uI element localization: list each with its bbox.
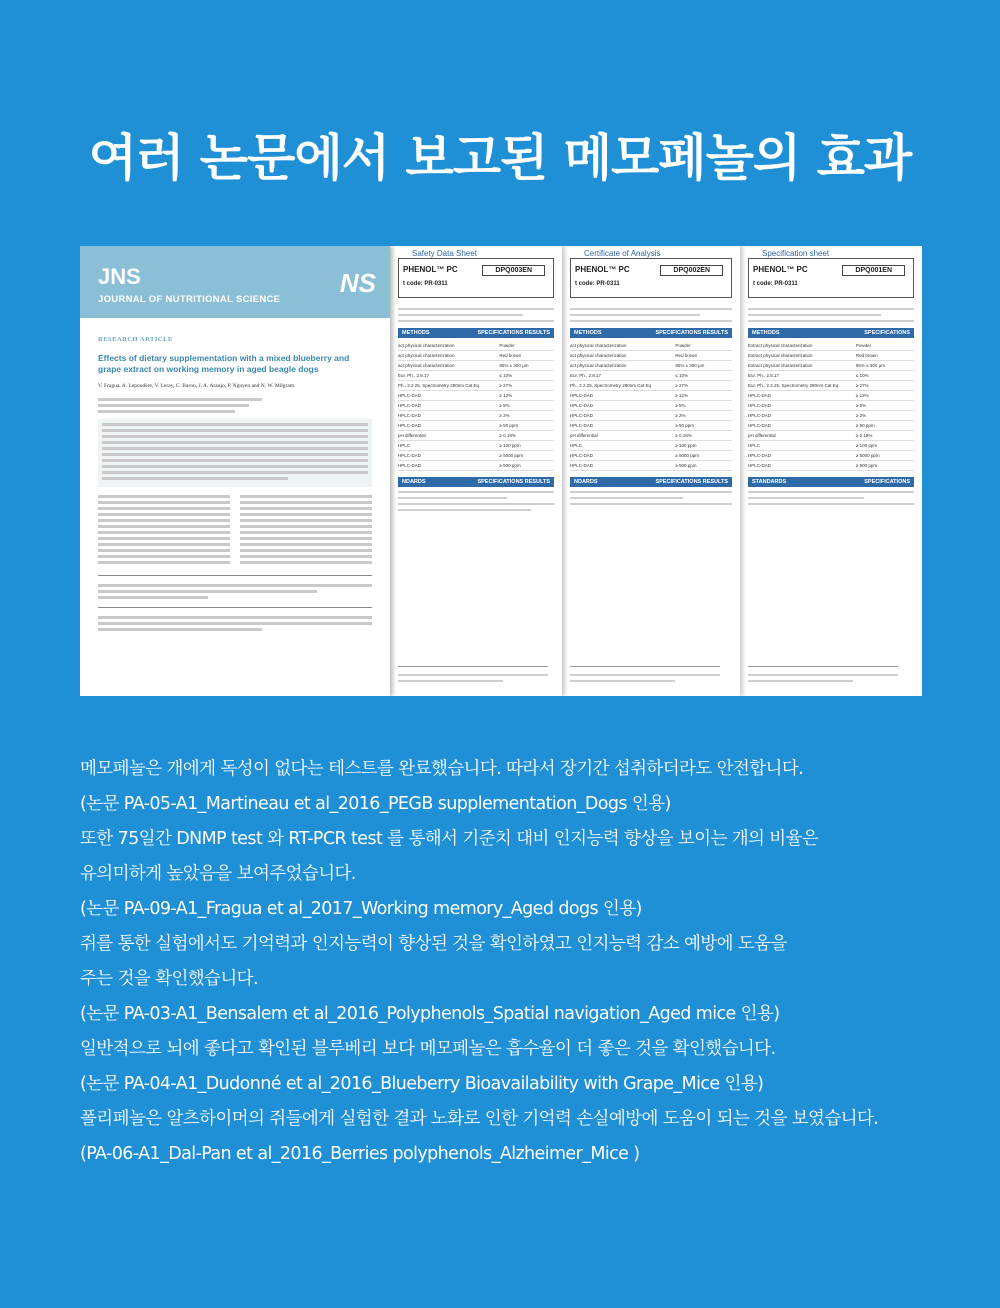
- sheet-standards-bar: STANDARDS SPECIFICATIONS: [748, 477, 914, 487]
- sheet-row: HPLC-DAD ≥ 50 ppm: [748, 421, 914, 431]
- sheet-row: act physical characterization Powder: [570, 341, 732, 351]
- sheet-code: DPQ003EN: [482, 265, 545, 276]
- sheet-row: HPLC-DAD ≥ 2%: [398, 411, 554, 421]
- sheet-row: Eur. Ph., 2.2.25, Spectrometry 280nm Cat Eq ≥ 27%: [748, 381, 914, 391]
- article-authors: V. Fragua, A. Lepoudère, V. Leray, C. Baron, J. A. Araujo, P. Nguyen and N. W. Milgram: [98, 383, 295, 389]
- document-collage: [80, 246, 922, 696]
- article-abstract: [98, 419, 372, 487]
- journal-banner: [80, 246, 390, 318]
- sheet-row: HPLC-DAD ≥ 500 ppm: [570, 461, 732, 471]
- sheet-row: HPLC-DAD ≥ 5000 ppm: [398, 451, 554, 461]
- sheet-row: HPLC ≥ 100 ppm: [570, 441, 732, 451]
- journal-logo: NS: [339, 268, 376, 298]
- description-line: 또한 75일간 DNMP test 와 RT-PCR test 를 통해서 기준치 대비 인지능력 향상을 보이는 개의 비율은: [80, 829, 819, 849]
- sheet-row: Eur. Ph., 2.8.17 ≤ 10%: [748, 371, 914, 381]
- sheet-row: act physical characterization 95% ± 300 μm: [570, 361, 732, 371]
- safety-data-sheet-image: [390, 246, 562, 696]
- sheet-row: Eur. Ph., 2.8.17 ≤ 10%: [398, 371, 554, 381]
- sheet-row: pH differential ≥ 0.18%: [398, 431, 554, 441]
- journal-article-image: [80, 246, 390, 696]
- description-line: (PA-06-A1_Dal-Pan et al_2016_Berries polyphenols_Alzheimer_Mice ): [80, 1144, 640, 1164]
- sheet-header-bar: METHODS SPECIFICATIONS RESULTS: [398, 328, 554, 338]
- sheet-row: Extract physical characterization 95% ± 300 μm: [748, 361, 914, 371]
- sheet-row: Extract physical characterization Red brown: [748, 351, 914, 361]
- sheet-row: pH differential ≥ 0.18%: [748, 431, 914, 441]
- sheet-row: HPLC-DAD ≥ 5%: [398, 401, 554, 411]
- page-title: 여러 논문에서 보고된 메모페놀의 효과: [88, 129, 912, 187]
- sheet-product-code: t code: PR-0311: [403, 281, 448, 287]
- sheet-code: DPQ002EN: [660, 265, 723, 276]
- sheet-row: Ph., 2.2.25, Spectrometry 280nm Cat Eq ≥ 27%: [398, 381, 554, 391]
- article-body: [98, 495, 372, 567]
- sheet-product: PHENOL™ PC: [753, 265, 808, 274]
- sheet-type: Specification sheet: [759, 249, 832, 258]
- description-text: [80, 752, 960, 1172]
- description-line: 폴리페놀은 알츠하이머의 쥐들에게 실험한 결과 노화로 인한 기억력 손실예방에 도움이 되는 것을 보였습니다.: [80, 1109, 879, 1129]
- article-meta-lines: [98, 398, 372, 413]
- sheet-row: act physical characterization 95% ± 300 μm: [398, 361, 554, 371]
- sheet-row: HPLC-DAD ≥ 5000 ppm: [570, 451, 732, 461]
- sheet-header-bar: METHODS SPECIFICATIONS RESULTS: [570, 328, 732, 338]
- sheet-row: Ph., 2.2.25, Spectrometry 280nm Cat Eq ≥ 27%: [570, 381, 732, 391]
- sheet-product: PHENOL™ PC: [403, 265, 458, 274]
- sheet-row: HPLC-DAD ≥ 50 ppm: [570, 421, 732, 431]
- article-section: RESEARCH ARTICLE: [98, 336, 173, 343]
- sheet-type: Safety Data Sheet: [409, 249, 480, 258]
- description-line: 유의미하게 높았음을 보여주었습니다.: [80, 864, 356, 884]
- description-line: (논문 PA-04-A1_Dudonné et al_2016_Blueberry Bioavailability with Grape_Mice 인용): [80, 1074, 764, 1094]
- sheet-rows: [748, 341, 914, 471]
- sheet-row: HPLC-DAD ≥ 500 ppm: [748, 461, 914, 471]
- journal-abbr: JNS: [98, 264, 141, 289]
- sheet-product-code: t code: PR-0311: [575, 281, 620, 287]
- description-line: 메모페놀은 개에게 독성이 없다는 테스트를 완료했습니다. 따라서 장기간 섭취하더라도 안전합니다.: [80, 759, 804, 779]
- sheet-row: HPLC-DAD ≥ 5000 ppm: [748, 451, 914, 461]
- sheet-row: Extract physical characterization Powder: [748, 341, 914, 351]
- sheet-header-bar: METHODS SPECIFICATIONS: [748, 328, 914, 338]
- description-line: 쥐를 통한 실험에서도 기억력과 인지능력이 향상된 것을 확인하였고 인지능력 감소 예방에 도움을: [80, 934, 787, 954]
- sheet-code: DPQ001EN: [842, 265, 905, 276]
- sheet-row: HPLC ≥ 100 ppm: [398, 441, 554, 451]
- specification-sheet-image: [740, 246, 922, 696]
- sheet-row: HPLC-DAD ≥ 5%: [570, 401, 732, 411]
- sheet-row: pH differential ≥ 0.18%: [570, 431, 732, 441]
- sheet-rows: [570, 341, 732, 471]
- sheet-product-code: t code: PR-0311: [753, 281, 798, 287]
- sheet-row: HPLC-DAD ≥ 12%: [570, 391, 732, 401]
- sheet-row: act physical characterization Red brown: [398, 351, 554, 361]
- sheet-row: HPLC ≥ 100 ppm: [748, 441, 914, 451]
- description-line: 일반적으로 뇌에 좋다고 확인된 블루베리 보다 메모페놀은 흡수율이 더 좋은 것을 확인했습니다.: [80, 1039, 776, 1059]
- sheet-standards-bar: NDARDS SPECIFICATIONS RESULTS: [398, 477, 554, 487]
- sheet-row: Eur. Ph., 2.8.17 ≤ 10%: [570, 371, 732, 381]
- certificate-of-analysis-image: [562, 246, 740, 696]
- sheet-type: Certificate of Analysis: [581, 249, 663, 258]
- journal-name: JOURNAL OF NUTRITIONAL SCIENCE: [98, 294, 281, 305]
- sheet-row: HPLC-DAD ≥ 5%: [748, 401, 914, 411]
- sheet-standards-bar: NDARDS SPECIFICATIONS RESULTS: [570, 477, 732, 487]
- sheet-rows: [398, 341, 554, 471]
- sheet-row: HPLC-DAD ≥ 2%: [570, 411, 732, 421]
- sheet-row: HPLC-DAD ≥ 12%: [748, 391, 914, 401]
- description-line: (논문 PA-05-A1_Martineau et al_2016_PEGB supplementation_Dogs 인용): [80, 794, 671, 814]
- sheet-product: PHENOL™ PC: [575, 265, 630, 274]
- description-line: (논문 PA-09-A1_Fragua et al_2017_Working memory_Aged dogs 인용): [80, 899, 642, 919]
- sheet-row: HPLC-DAD ≥ 50 ppm: [398, 421, 554, 431]
- article-title: Effects of dietary supplementation with a mixed blueberry and grape extract on working memory in aged beagle dogs: [98, 353, 350, 374]
- sheet-row: HPLC-DAD ≥ 12%: [398, 391, 554, 401]
- sheet-row: HPLC-DAD ≥ 500 ppm: [398, 461, 554, 471]
- sheet-row: HPLC-DAD ≥ 2%: [748, 411, 914, 421]
- description-line: (논문 PA-03-A1_Bensalem et al_2016_Polyphenols_Spatial navigation_Aged mice 인용): [80, 1004, 780, 1024]
- sheet-row: act physical characterization Powder: [398, 341, 554, 351]
- sheet-row: act physical characterization Red brown: [570, 351, 732, 361]
- description-line: 주는 것을 확인했습니다.: [80, 969, 258, 989]
